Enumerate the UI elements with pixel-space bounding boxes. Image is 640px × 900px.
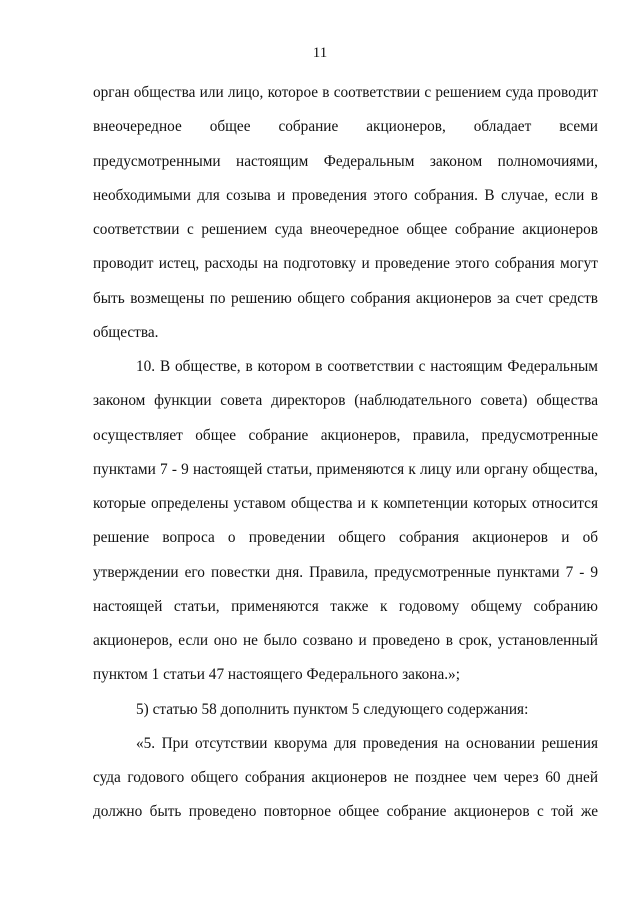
text-line: законом функции совета директоров (наблюдательного совета) общества (93, 392, 598, 410)
paragraph (93, 350, 598, 693)
text-line: «5. При отсутствии кворума для проведения на основании решения (136, 734, 598, 752)
paragraph (93, 693, 598, 727)
text-line: 10. В обществе, в котором в соответствии с настоящим Федеральным (136, 358, 598, 375)
text-line: суда годового общего собрания акционеров не позднее чем через 60 дней (93, 769, 598, 786)
text-line: осуществляет общее собрание акционеров, правила, предусмотренные (93, 426, 598, 444)
paragraph (93, 727, 598, 830)
text-line: проводит истец, расходы на подготовку и проведение этого собрания могут (93, 255, 598, 273)
text-line: пунктом 1 статьи 47 настоящего Федерального закона.»; (93, 666, 460, 684)
paragraph (93, 76, 598, 350)
page-number: 11 (312, 45, 328, 61)
text-line: настоящей статьи, применяются также к годовому общему собранию (93, 597, 598, 615)
text-line: которые определены уставом общества и к компетенции которых относится (93, 495, 598, 512)
text-line: необходимыми для созыва и проведения этого собрания. В случае, если в (93, 186, 598, 204)
text-line: должно быть проведено повторное общее собрание акционеров с той же (93, 803, 598, 821)
text-line: акционеров, если оно не было созвано и проведено в срок, установленный (93, 632, 598, 649)
text-line: утверждении его повестки дня. Правила, предусмотренные пунктами 7 - 9 (93, 563, 598, 581)
text-line: общества. (93, 323, 159, 341)
text-line: орган общества или лицо, которое в соответствии с решением суда проводит (93, 84, 598, 101)
text-line: быть возмещены по решению общего собрания акционеров за счет средств (93, 289, 598, 307)
text-line: предусмотренными настоящим Федеральным законом полномочиями, (93, 152, 598, 170)
text-line: внеочередное общее собрание акционеров, обладает всеми (93, 118, 598, 136)
text-line: 5) статью 58 дополнить пунктом 5 следующего содержания: (136, 700, 529, 718)
text-line: пунктами 7 - 9 настоящей статьи, применяются к лицу или органу общества, (93, 460, 598, 478)
text-line: решение вопроса о проведении общего собрания акционеров и об (93, 529, 598, 547)
text-line: соответствии с решением суда внеочередное общее собрание акционеров (93, 221, 598, 238)
document-body (93, 76, 598, 830)
